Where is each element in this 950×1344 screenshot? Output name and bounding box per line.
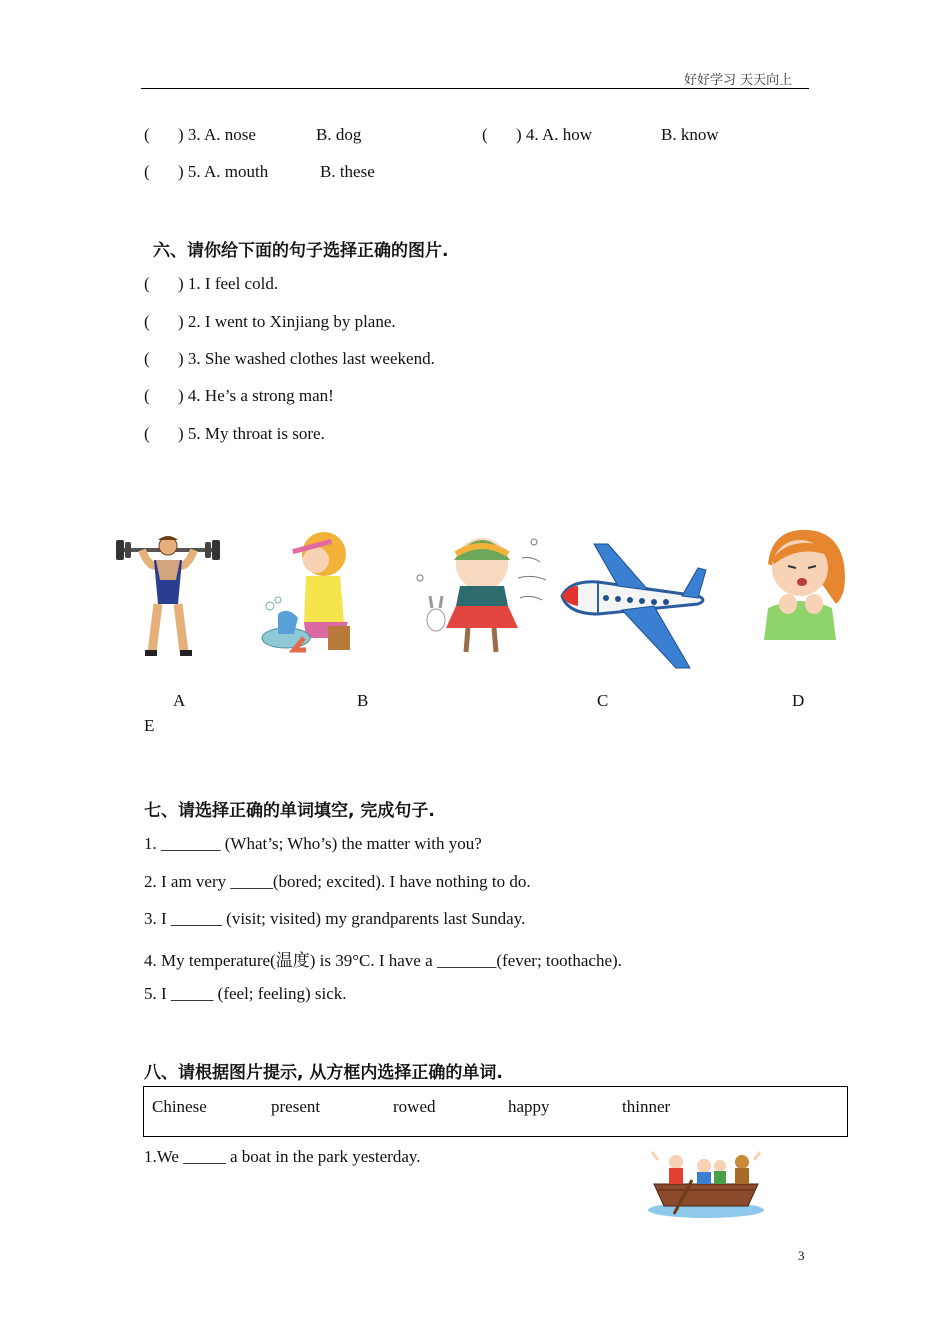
section7-title: 七、请选择正确的单词填空, 完成句子. <box>144 801 435 821</box>
word-bank-item: thinner <box>622 1097 671 1116</box>
rowing-boat-picture <box>644 1146 768 1220</box>
s6-item-2: ) 2. I went to Xinjiang by plane. <box>178 312 396 331</box>
picture-label-e: E <box>144 716 155 735</box>
picture-label-d: D <box>792 691 805 710</box>
paren-open: ( <box>144 386 150 405</box>
q5-option-a: ) 5. A. mouth <box>178 162 269 181</box>
picture-label-a: A <box>173 691 186 710</box>
paren-open: ( <box>144 274 150 293</box>
s6-item-5: ) 5. My throat is sore. <box>178 424 325 443</box>
paren-open: ( <box>144 424 150 443</box>
q4-option-b: B. know <box>661 125 719 144</box>
s6-item-1: ) 1. I feel cold. <box>178 274 279 293</box>
q3-option-a: ) 3. A. nose <box>178 125 256 144</box>
s6-item-4: ) 4. He’s a strong man! <box>178 386 334 405</box>
s7-item-5: 5. I _____ (feel; feeling) sick. <box>144 984 347 1003</box>
q3-option-b: B. dog <box>316 125 362 144</box>
s6-item-3: ) 3. She washed clothes last weekend. <box>178 349 435 368</box>
sore-throat-picture <box>748 524 852 640</box>
s8-item-1: 1.We _____ a boat in the park yesterday. <box>144 1147 421 1166</box>
s7-item-3: 3. I ______ (visit; visited) my grandparents last Sunday. <box>144 909 526 928</box>
page-number: 3 <box>798 1248 805 1263</box>
section6-title: 六、请你给下面的句子选择正确的图片. <box>153 241 449 261</box>
cold-girl-picture <box>410 528 552 656</box>
paren-open: ( <box>482 125 488 144</box>
word-bank-box <box>143 1086 848 1137</box>
word-bank-item: present <box>271 1097 321 1116</box>
word-bank-item: happy <box>508 1097 550 1116</box>
header-rule <box>141 88 809 89</box>
header-motto: 好好学习 天天向上 <box>684 73 793 88</box>
paren-open: ( <box>144 349 150 368</box>
airplane-picture <box>558 540 716 674</box>
paren-open: ( <box>144 125 150 144</box>
s7-item-1: 1. _______ (What’s; Who’s) the matter with you? <box>144 834 482 853</box>
q4-option-a: ) 4. A. how <box>516 125 593 144</box>
paren-open: ( <box>144 162 150 181</box>
s7-item-4: 4. My temperature(温度) is 39°C. I have a _______(fever; toothache). <box>144 951 622 970</box>
picture-label-b: B <box>357 691 369 710</box>
section8-title: 八、请根据图片提示, 从方框内选择正确的单词. <box>144 1063 503 1083</box>
picture-label-c: C <box>597 691 609 710</box>
paren-open: ( <box>144 312 150 331</box>
weightlifter-picture <box>112 530 224 662</box>
word-bank-item: Chinese <box>152 1097 207 1116</box>
s7-item-2: 2. I am very _____(bored; excited). I have nothing to do. <box>144 872 531 891</box>
washing-clothes-picture <box>258 526 358 658</box>
word-bank-item: rowed <box>393 1097 436 1116</box>
q5-option-b: B. these <box>320 162 375 181</box>
